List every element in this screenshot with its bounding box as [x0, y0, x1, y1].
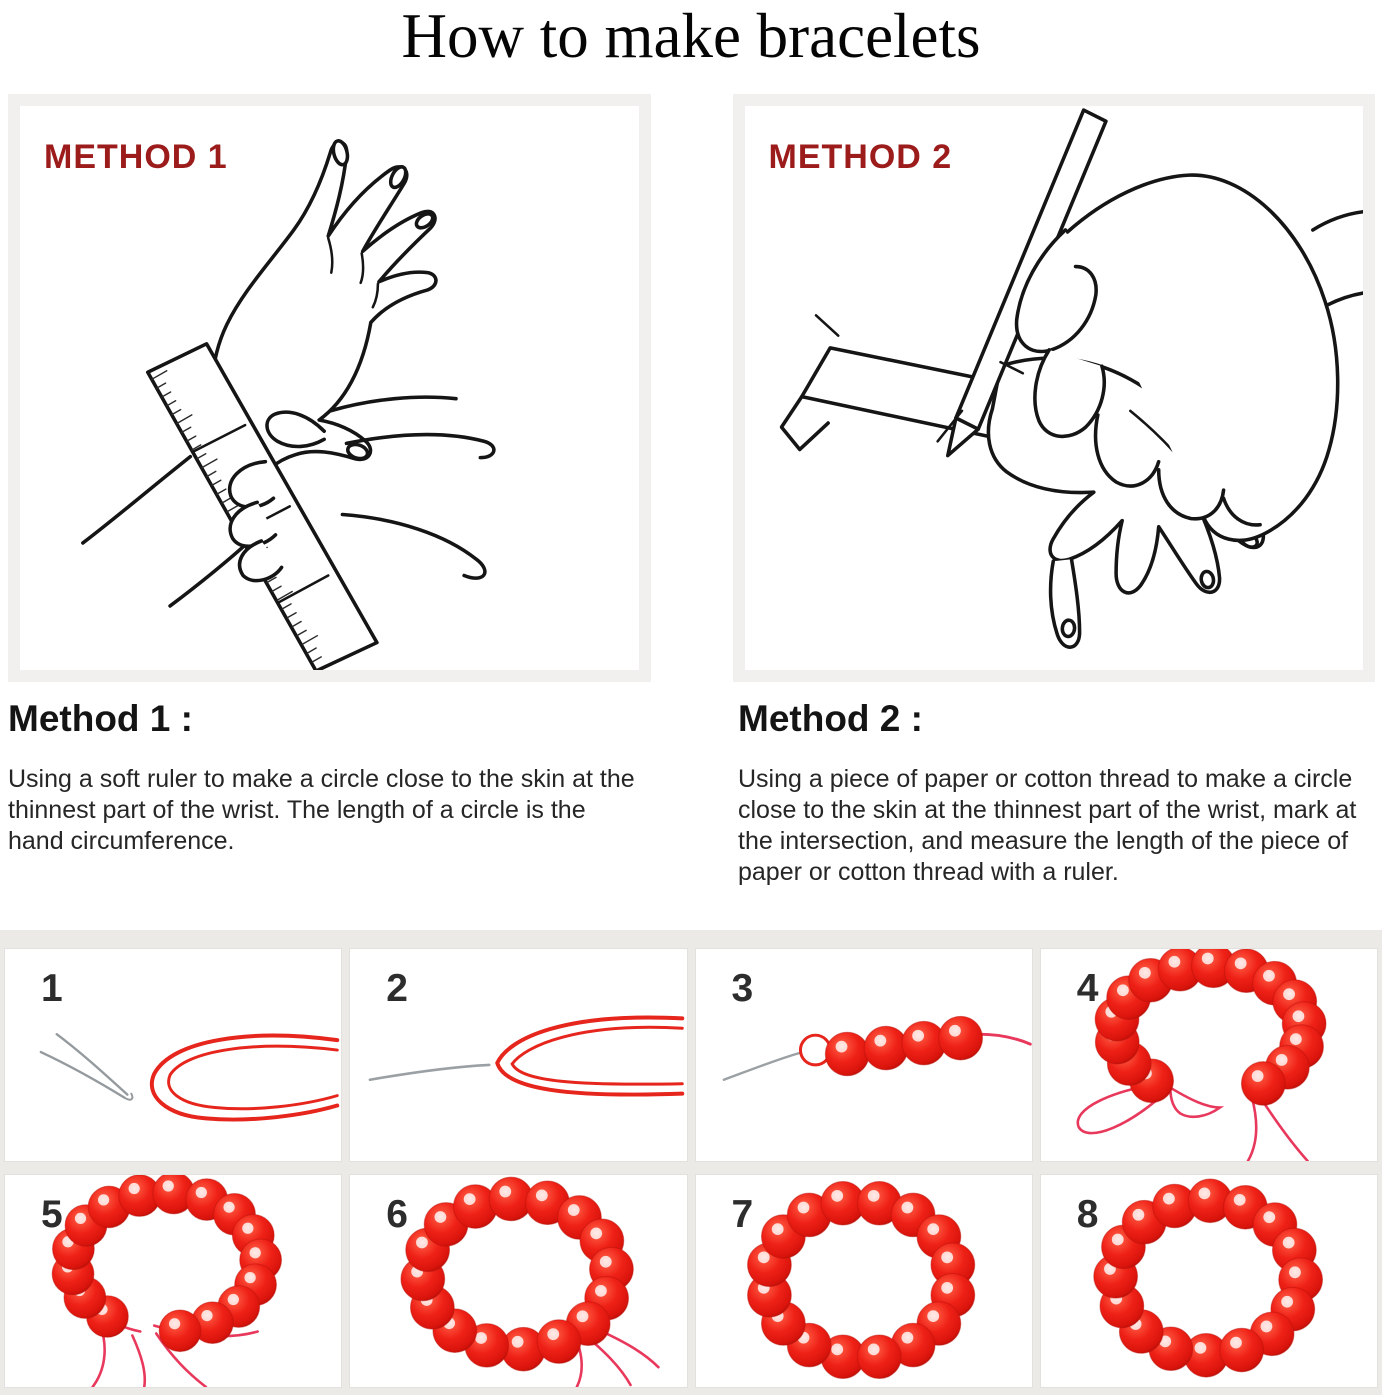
- method-descriptions: [8, 698, 1374, 888]
- step-number: 3: [731, 967, 754, 1010]
- step-number: 1: [41, 967, 63, 1010]
- step-cell-1: [4, 948, 342, 1162]
- method1-label: METHOD 1: [44, 138, 228, 176]
- method2-panel: [733, 94, 1376, 682]
- method1-heading: Method 1 :: [8, 698, 193, 739]
- method2-description-block: [738, 698, 1374, 888]
- page-title: How to make bracelets: [401, 1, 981, 71]
- method1-panel: [8, 94, 651, 682]
- step-number: 6: [386, 1193, 408, 1236]
- method2-label: METHOD 2: [768, 138, 953, 176]
- step-cell-4: [1040, 948, 1378, 1162]
- step-number: 8: [1076, 1193, 1099, 1236]
- method1-description: Using a soft ruler to make a circle close to the skin at the thinnest part of the wrist. The length of a circle is the hand circumference.: [8, 765, 635, 855]
- soft-ruler-measuring-wrist-illustration: [20, 106, 639, 670]
- method-panels: [8, 94, 1375, 682]
- step-cell-8: [1040, 1174, 1378, 1388]
- step-cell-2: [349, 948, 687, 1162]
- step-number: 2: [386, 967, 408, 1010]
- steps-grid: [0, 930, 1382, 1395]
- step-cell-6: [349, 1174, 687, 1388]
- step-cell-5: [4, 1174, 342, 1388]
- method2-heading: Method 2 :: [738, 698, 923, 739]
- step-cell-3: [695, 948, 1033, 1162]
- step-number: 7: [731, 1193, 754, 1236]
- method2-description: Using a piece of paper or cotton thread to make a circle close to the skin at the thinnest part of the wrist, mark at the intersection, and measure the length of the piece of paper or cotton thread with a ruler.: [738, 765, 1357, 886]
- method1-description-block: [8, 698, 644, 888]
- step-number: 5: [41, 1193, 63, 1236]
- step-number: 4: [1076, 967, 1099, 1010]
- pen-marking-wrist-strip-illustration: [745, 106, 1364, 670]
- step-cell-7: [695, 1174, 1033, 1388]
